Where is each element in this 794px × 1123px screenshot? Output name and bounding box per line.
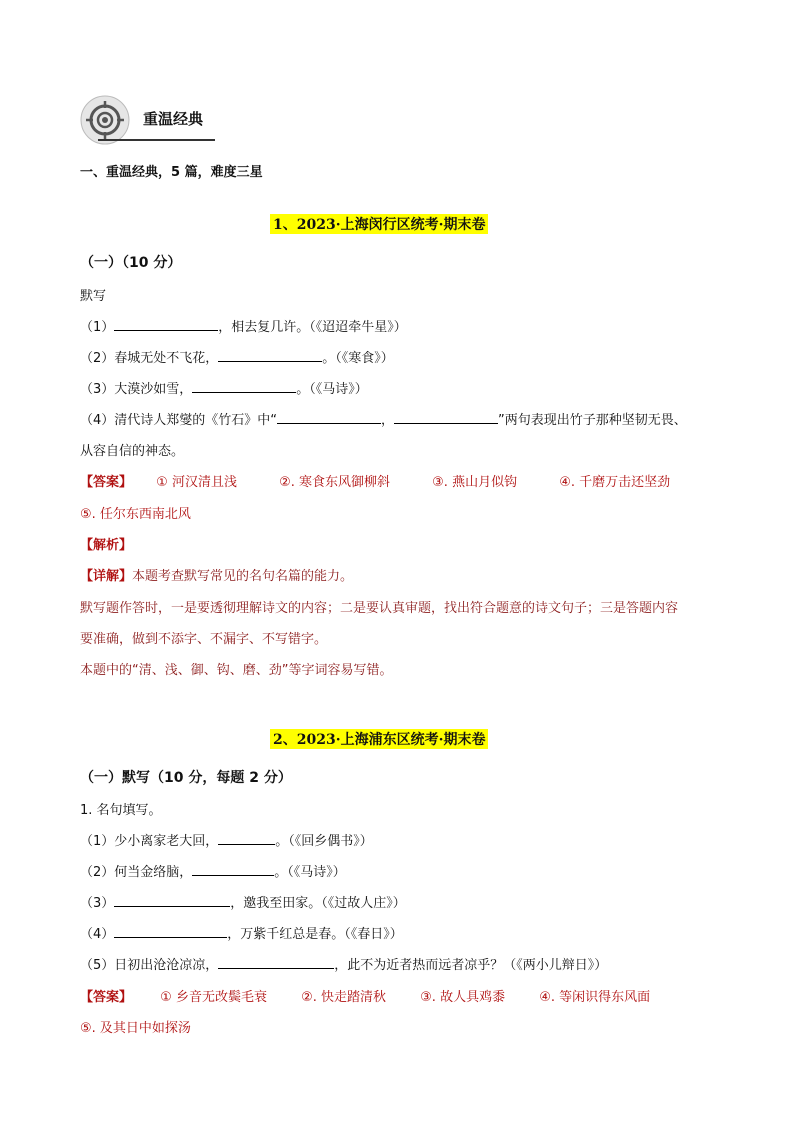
section-1-title: 1、2023·上海闵行区统考·期末卷: [270, 214, 488, 234]
s1-explanation-2: 要准确，做到不添字、不漏字、不写错字。: [80, 632, 328, 647]
s1-answer-5: ⑤. 任尔东西南北风: [80, 507, 191, 522]
answer-blank: [114, 924, 227, 938]
answer-blank: [192, 379, 296, 393]
answer-blank: [277, 410, 381, 424]
s1-question-4-cont: 从容自信的神态。: [80, 444, 185, 459]
answer-blank: [114, 317, 218, 331]
header-divider: [98, 139, 215, 141]
answer-blank: [218, 831, 275, 845]
s1-question-1: （1） ，相去复几许。（《迢迢牵牛星》）: [80, 316, 407, 335]
s1-detail: 【详解】本题考查默写常见的名句名篇的能力。: [80, 569, 354, 584]
s1-question-3: （3）大漠沙如雪， 。（《马诗》）: [80, 378, 368, 397]
answer-blank: [218, 955, 334, 969]
s2-question-3: （3） ，邀我至田家。（《过故人庄》）: [80, 892, 406, 911]
answer-blank: [192, 862, 274, 876]
s1-question-4: （4）清代诗人郑燮的《竹石》中“ ， ”两句表现出竹子那种坚韧无畏、: [80, 409, 687, 428]
s2-question-1: （1）少小离家老大回， 。（《回乡偶书》）: [80, 830, 373, 849]
s1-task: 默写: [80, 289, 107, 304]
answer-blank: [218, 348, 322, 362]
s2-answer-5: ⑤. 及其日中如探汤: [80, 1021, 191, 1036]
s1-part-heading: （一）（10 分）: [80, 255, 182, 271]
answer-blank: [114, 893, 230, 907]
section-header-title: 重温经典: [143, 110, 204, 128]
s1-explanation-3: 本题中的“清、浅、御、钩、磨、劲”等字词容易写错。: [80, 663, 393, 678]
section-2-title: 2、2023·上海浦东区统考·期末卷: [270, 729, 488, 749]
s2-question-4: （4） ，万紫千红总是春。（《春日》）: [80, 923, 403, 942]
s2-answer-row: 【答案】 ① 乡音无改鬓毛衰 ②. 快走踏清秋 ③. 故人具鸡黍 ④. 等闲识得东风面: [80, 990, 651, 1005]
s1-analysis-label: 【解析】: [80, 538, 133, 553]
s1-explanation-1: 默写题作答时，一是要透彻理解诗文的内容；二是要认真审题，找出符合题意的诗文句子；三是答题内容: [80, 601, 679, 616]
s2-part-heading: （一）默写（10 分，每题 2 分）: [80, 770, 292, 786]
s1-answer-row: 【答案】 ① 河汉清且浅 ②. 寒食东风御柳斜 ③. 燕山月似钩 ④. 千磨万击还坚劲: [80, 475, 671, 490]
s1-question-2: （2）春城无处不飞花， 。（《寒食》）: [80, 347, 394, 366]
intro-text: 一、重温经典，5 篇，难度三星: [80, 165, 263, 180]
target-icon: [80, 95, 130, 145]
s2-question-2: （2）何当金络脑， 。（《马诗》）: [80, 861, 346, 880]
answer-blank: [394, 410, 498, 424]
s2-question-5: （5）日初出沧沧凉凉， ，此不为近者热而远者凉乎？（《两小儿辩日》）: [80, 954, 607, 973]
s2-task: 1. 名句填写。: [80, 803, 162, 818]
